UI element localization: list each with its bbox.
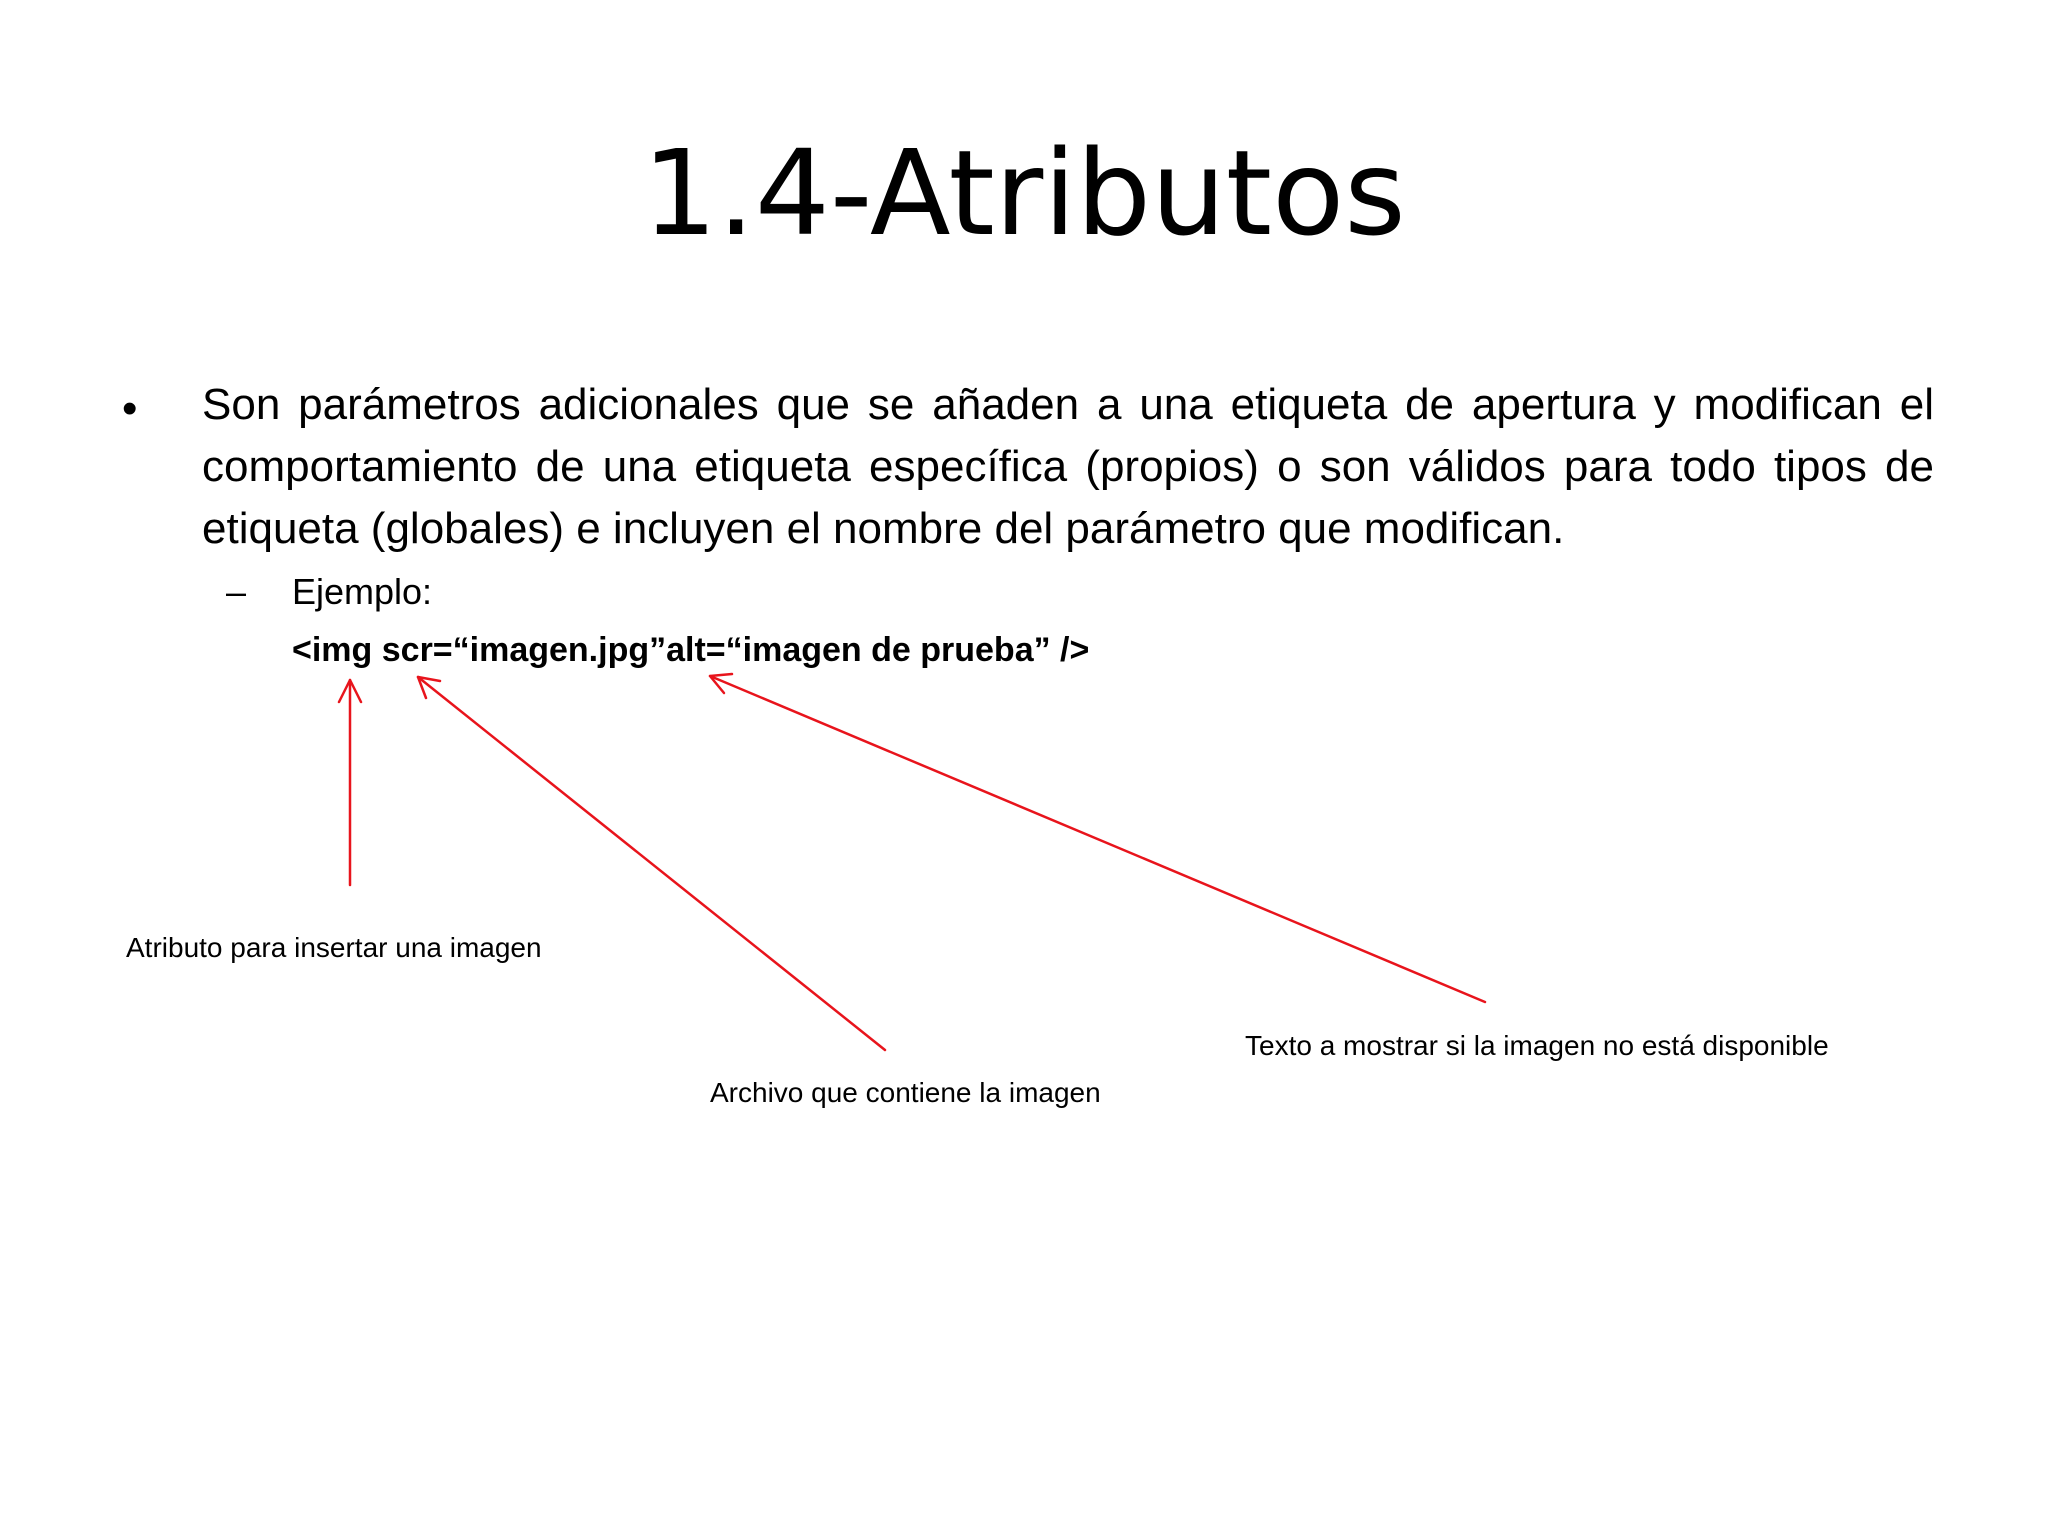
sub-bullet-marker: – bbox=[226, 571, 247, 612]
arrow-to-alt-attribute bbox=[710, 674, 1485, 1002]
annotation-src-attribute: Archivo que contiene la imagen bbox=[710, 1077, 1101, 1108]
slide-title: 1.4-Atributos bbox=[642, 124, 1406, 262]
arrow-to-src-attribute bbox=[418, 677, 885, 1050]
annotation-img-tag: Atributo para insertar una imagen bbox=[126, 932, 542, 963]
code-example: <img scr=“imagen.jpg”alt=“imagen de prueba” /> bbox=[292, 631, 1090, 669]
bullet-marker: • bbox=[122, 384, 138, 433]
sub-bullet-label: Ejemplo: bbox=[292, 571, 433, 612]
annotation-alt-attribute: Texto a mostrar si la imagen no está disponible bbox=[1245, 1030, 1829, 1061]
arrow-to-img-tag bbox=[339, 680, 361, 885]
bullet-text: Son parámetros adicionales que se añaden a una etiqueta de apertura y modifican el comportamiento de una etiqueta específica (propios) o son válidos para todo tipos de etiqueta (globales) e incluyen el nombre del parámetro que modifican. bbox=[202, 380, 1934, 553]
